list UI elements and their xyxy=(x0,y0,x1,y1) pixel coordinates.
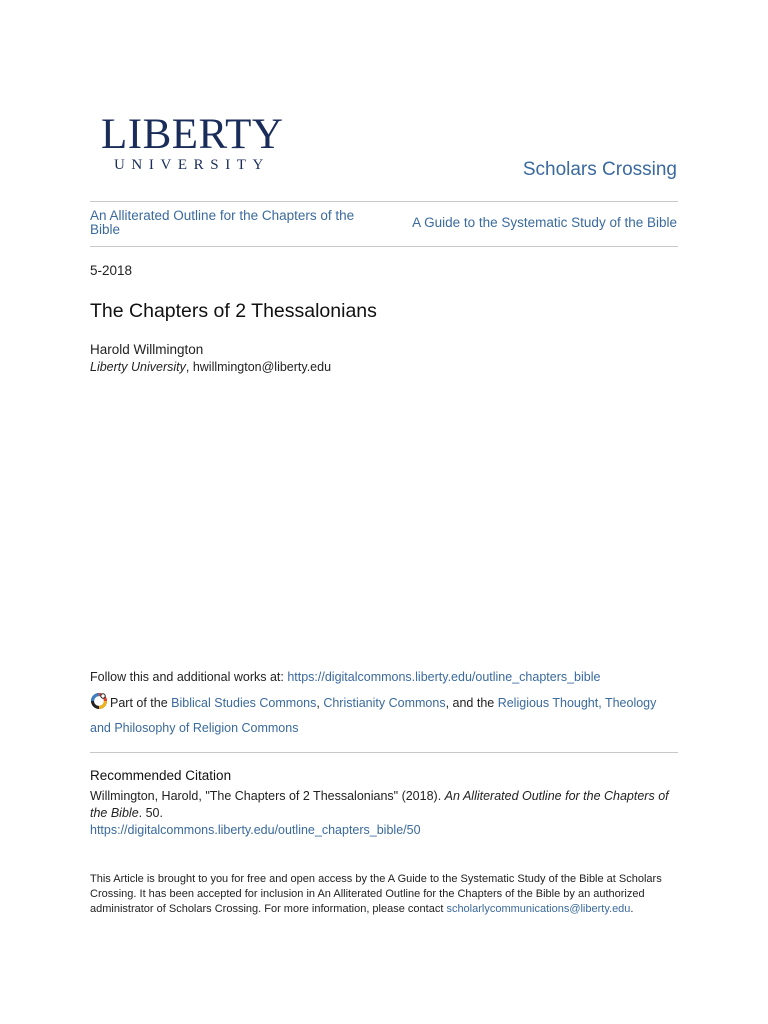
citation-main: Willmington, Harold, "The Chapters of 2 Thessalonians" (2018). xyxy=(90,789,445,803)
author-email: hwillmington@liberty.edu xyxy=(192,360,332,374)
affiliation-name: Liberty University xyxy=(90,360,186,374)
contact-email-link[interactable]: scholarlycommunications@liberty.edu xyxy=(446,903,631,915)
notice-end: . xyxy=(630,903,634,915)
follow-line xyxy=(90,670,600,684)
author-name: Harold Willmington xyxy=(90,342,204,357)
citation-text xyxy=(90,788,678,822)
follow-url-link[interactable]: https://digitalcommons.liberty.edu/outline_chapters_bible xyxy=(287,670,601,684)
access-notice xyxy=(90,872,678,917)
liberty-university-logo xyxy=(101,111,284,174)
follow-label: Follow this and additional works at: xyxy=(90,670,288,684)
citation-series: An Alliterated Outline for the Chapters of the Bible xyxy=(90,789,669,820)
partof-sep-1: , xyxy=(316,696,324,710)
network-icon xyxy=(90,692,108,717)
religious-thought-commons-link[interactable]: Religious Thought, Theology and Philosophy of Religion Commons xyxy=(90,696,657,735)
partof-prefix: Part of the xyxy=(110,696,172,710)
logo-wordmark-top: LIBERTY xyxy=(101,111,284,158)
header-divider xyxy=(90,201,678,202)
citation-divider xyxy=(90,752,678,753)
scholars-crossing-link[interactable]: Scholars Crossing xyxy=(522,159,677,180)
author-affiliation xyxy=(90,360,331,374)
citation-heading: Recommended Citation xyxy=(90,768,232,783)
part-of-commons xyxy=(90,692,680,739)
biblical-studies-commons-link[interactable]: Biblical Studies Commons xyxy=(171,696,317,710)
partof-sep-2: , and the xyxy=(445,696,498,710)
citation-url-link[interactable]: https://digitalcommons.liberty.edu/outline_chapters_bible/50 xyxy=(90,823,421,837)
affiliation-separator: , xyxy=(185,360,193,374)
collection-link-outline[interactable]: An Alliterated Outline for the Chapters of the Bible xyxy=(90,208,355,237)
notice-text: This Article is brought to you for free and open access by the A Guide to the Systematic Study of the Bible at Scholars Crossing. It has been accepted for inclusion in An Alliterated Outline for the Chapters of the Bible by an authorized administrator of Scholars Crossing. For more information, please contact xyxy=(90,873,662,915)
page-title: The Chapters of 2 Thessalonians xyxy=(90,300,377,322)
citation-number: . 50. xyxy=(138,806,163,820)
logo-wordmark-bottom: UNIVERSITY xyxy=(114,157,270,173)
collections-divider xyxy=(90,246,678,247)
publication-date: 5-2018 xyxy=(90,263,133,278)
christianity-commons-link[interactable]: Christianity Commons xyxy=(323,696,446,710)
collection-link-guide[interactable]: A Guide to the Systematic Study of the Bible xyxy=(412,215,677,230)
